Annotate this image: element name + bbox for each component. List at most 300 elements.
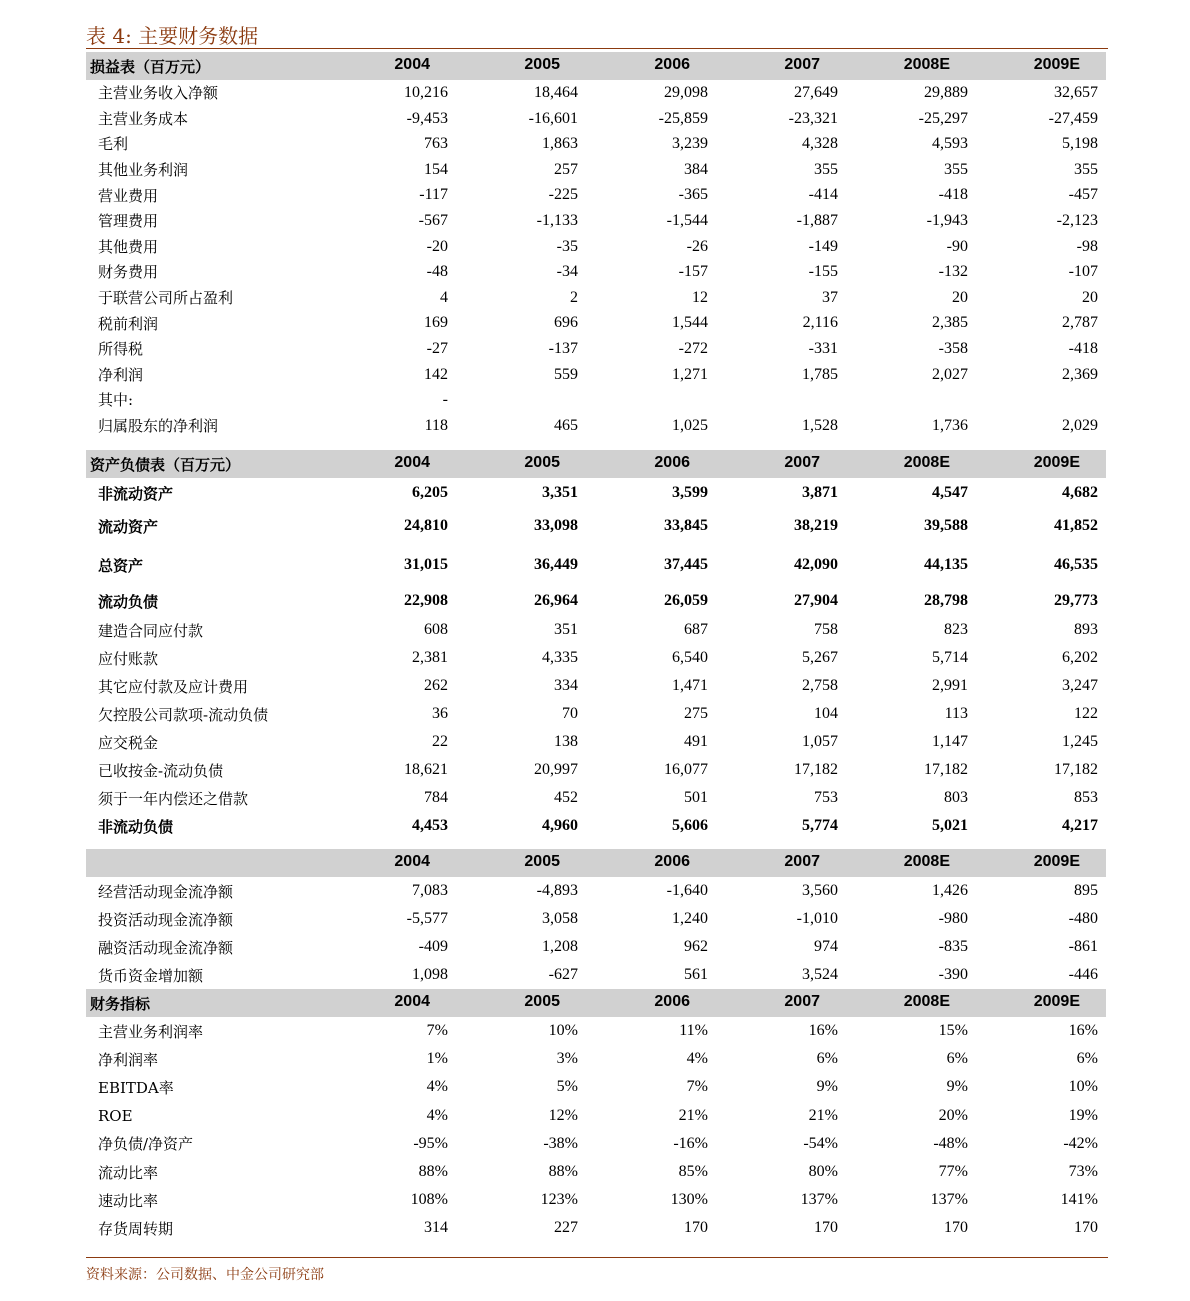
year-header-2004: 2004 xyxy=(394,56,430,73)
value-cell: 4,682 xyxy=(1062,484,1098,501)
value-cell: 108% xyxy=(410,1191,448,1209)
value-cell: -358 xyxy=(938,339,968,357)
year-header-2008E: 2008E xyxy=(903,56,950,73)
value-cell: 88% xyxy=(548,1162,578,1180)
value-cell: 16% xyxy=(808,1022,838,1039)
value-cell: -365 xyxy=(678,186,708,204)
value-cell: 6% xyxy=(1076,1050,1098,1068)
value-cell: 1,863 xyxy=(542,135,578,153)
value-cell: -835 xyxy=(938,938,968,955)
table-row xyxy=(86,131,1106,157)
value-cell: -16,601 xyxy=(528,109,578,127)
value-cell: -1,640 xyxy=(666,882,708,899)
value-cell: -1,943 xyxy=(926,211,968,229)
value-cell: -149 xyxy=(808,237,838,255)
value-cell: -107 xyxy=(1068,263,1098,281)
value-cell: 4 xyxy=(440,288,448,306)
value-cell: 3,524 xyxy=(802,966,838,983)
row-label: 须于一年内偿还之借款 xyxy=(98,789,249,808)
value-cell: 6,540 xyxy=(672,649,708,666)
value-cell: 44,135 xyxy=(924,556,968,573)
row-label: 所得税 xyxy=(98,340,144,359)
value-cell: 29,773 xyxy=(1054,592,1098,609)
year-header-2006: 2006 xyxy=(654,454,690,471)
value-cell: 20% xyxy=(938,1106,968,1124)
value-cell: -390 xyxy=(938,966,968,983)
year-header-2005: 2005 xyxy=(524,853,560,870)
value-cell: 275 xyxy=(684,705,708,722)
value-cell: 46,535 xyxy=(1054,556,1098,573)
value-cell: -132 xyxy=(938,263,968,281)
value-cell: -4,893 xyxy=(536,882,578,899)
value-cell: 41,852 xyxy=(1054,517,1098,534)
section-title: 损益表（百万元） xyxy=(90,57,211,76)
section-header xyxy=(86,450,1106,478)
value-cell: 4% xyxy=(426,1106,448,1124)
row-label: 流动资产 xyxy=(98,517,159,536)
row-label: 净利润率 xyxy=(98,1050,159,1069)
value-cell: 962 xyxy=(684,938,708,955)
table-row xyxy=(86,644,1106,672)
value-cell: 355 xyxy=(944,160,968,178)
value-cell: 355 xyxy=(814,160,838,178)
table-row xyxy=(86,1214,1106,1242)
section-title: 资产负债表（百万元） xyxy=(90,455,241,474)
row-label: 其他业务利润 xyxy=(98,161,189,180)
value-cell: 20,997 xyxy=(534,761,578,778)
table-row xyxy=(86,387,1106,413)
table-row xyxy=(86,728,1106,756)
value-cell: 10% xyxy=(548,1022,578,1039)
table-row xyxy=(86,544,1106,586)
value-cell: 29,889 xyxy=(924,84,968,101)
value-cell: 22,908 xyxy=(404,592,448,609)
value-cell: 696 xyxy=(554,314,578,332)
cashflow-section xyxy=(86,849,1106,989)
value-cell: 5,774 xyxy=(802,817,838,834)
year-header-2007: 2007 xyxy=(784,993,820,1010)
value-cell: -27 xyxy=(426,339,448,357)
value-cell: 853 xyxy=(1074,789,1098,806)
table-row xyxy=(86,259,1106,285)
value-cell: 141% xyxy=(1060,1191,1098,1209)
value-cell: -331 xyxy=(808,339,838,357)
value-cell: 895 xyxy=(1074,882,1098,899)
value-cell: -418 xyxy=(1068,339,1098,357)
table-row xyxy=(86,182,1106,208)
value-cell: -627 xyxy=(548,966,578,983)
section-header xyxy=(86,52,1106,80)
value-cell: -35 xyxy=(556,237,578,255)
value-cell: 1,147 xyxy=(932,733,968,750)
value-cell: -34 xyxy=(556,263,578,281)
table-row xyxy=(86,413,1106,439)
value-cell: 823 xyxy=(944,621,968,638)
value-cell: 113 xyxy=(944,705,968,722)
section-title: 财务指标 xyxy=(90,994,151,1013)
value-cell: 37,445 xyxy=(664,556,708,573)
row-label: 速动比率 xyxy=(98,1191,159,1210)
row-label: 总资产 xyxy=(98,556,144,575)
value-cell: -25,297 xyxy=(918,109,968,127)
value-cell: 2,381 xyxy=(412,649,448,666)
row-label: 货币资金增加额 xyxy=(98,966,204,985)
year-header-2004: 2004 xyxy=(394,993,430,1010)
value-cell: 257 xyxy=(554,160,578,178)
table-row xyxy=(86,586,1106,616)
value-cell: -95% xyxy=(413,1134,448,1152)
value-cell: 12 xyxy=(692,288,708,306)
value-cell: 501 xyxy=(684,789,708,806)
value-cell: 974 xyxy=(814,938,838,955)
value-cell: 608 xyxy=(424,621,448,638)
value-cell: 758 xyxy=(814,621,838,638)
value-cell: 10% xyxy=(1068,1078,1098,1096)
table-row xyxy=(86,106,1106,132)
value-cell: 154 xyxy=(424,160,448,178)
value-cell: 4,217 xyxy=(1062,817,1098,834)
value-cell: 5,267 xyxy=(802,649,838,666)
value-cell: 10,216 xyxy=(404,84,448,101)
value-cell: 142 xyxy=(424,365,448,383)
year-header-2007: 2007 xyxy=(784,56,820,73)
value-cell: 26,059 xyxy=(664,592,708,609)
table-row xyxy=(86,784,1106,812)
table-row xyxy=(86,80,1106,106)
value-cell: 6% xyxy=(816,1050,838,1068)
year-header-2009E: 2009E xyxy=(1033,56,1080,73)
value-cell: 6,202 xyxy=(1062,649,1098,666)
value-cell: 227 xyxy=(554,1219,578,1237)
value-cell: 4,328 xyxy=(802,135,838,153)
value-cell: 16% xyxy=(1068,1022,1098,1039)
table-row xyxy=(86,812,1106,840)
value-cell: -980 xyxy=(938,910,968,927)
value-cell: 5,198 xyxy=(1062,135,1098,153)
value-cell: 1,544 xyxy=(672,314,708,332)
row-label: 税前利润 xyxy=(98,314,159,333)
value-cell: 16,077 xyxy=(664,761,708,778)
value-cell: -480 xyxy=(1068,910,1098,927)
value-cell: 5% xyxy=(556,1078,578,1096)
value-cell: 27,904 xyxy=(794,592,838,609)
value-cell: 170 xyxy=(944,1219,968,1237)
row-label: 财务费用 xyxy=(98,263,159,282)
row-label: 流动比率 xyxy=(98,1163,159,1182)
table-title: 表 4: 主要财务数据 xyxy=(86,24,259,48)
value-cell: 21% xyxy=(678,1106,708,1124)
value-cell: 763 xyxy=(424,135,448,153)
row-label: 建造合同应付款 xyxy=(98,621,204,640)
value-cell: 3,560 xyxy=(802,882,838,899)
value-cell: 17,182 xyxy=(924,761,968,778)
value-cell: -23,321 xyxy=(788,109,838,127)
table-row xyxy=(86,616,1106,644)
table-row xyxy=(86,1186,1106,1214)
value-cell: - xyxy=(442,391,448,409)
value-cell: 20 xyxy=(952,288,968,306)
value-cell: -272 xyxy=(678,339,708,357)
value-cell: 26,964 xyxy=(534,592,578,609)
value-cell: -16% xyxy=(673,1134,708,1152)
value-cell: 3,351 xyxy=(542,484,578,501)
value-cell: -20 xyxy=(426,237,448,255)
value-cell: 1,245 xyxy=(1062,733,1098,750)
value-cell: -1,544 xyxy=(666,211,708,229)
value-cell: 77% xyxy=(938,1162,968,1180)
value-cell: 355 xyxy=(1074,160,1098,178)
value-cell: -446 xyxy=(1068,966,1098,983)
table-row xyxy=(86,933,1106,961)
table-row xyxy=(86,362,1106,388)
year-header-2007: 2007 xyxy=(784,454,820,471)
value-cell: -2,123 xyxy=(1056,211,1098,229)
value-cell: -1,133 xyxy=(536,211,578,229)
row-label: 主营业务收入净额 xyxy=(98,84,219,103)
value-cell: 104 xyxy=(814,705,838,722)
value-cell: 465 xyxy=(554,416,578,434)
value-cell: 33,845 xyxy=(664,517,708,534)
value-cell: 123% xyxy=(540,1191,578,1209)
table-row xyxy=(86,478,1106,508)
value-cell: 11% xyxy=(679,1022,708,1039)
table-row xyxy=(86,1045,1106,1073)
value-cell: 33,098 xyxy=(534,517,578,534)
row-label: 非流动资产 xyxy=(98,484,174,503)
value-cell: 687 xyxy=(684,621,708,638)
source-note: 资料来源：公司数据、中金公司研究部 xyxy=(86,1267,324,1283)
value-cell: 88% xyxy=(418,1162,448,1180)
value-cell: 1,057 xyxy=(802,733,838,750)
value-cell: 2,991 xyxy=(932,677,968,694)
value-cell: 138 xyxy=(554,733,578,750)
footer-divider xyxy=(86,1257,1108,1258)
table-row xyxy=(86,336,1106,362)
value-cell: 559 xyxy=(554,365,578,383)
value-cell: 1,240 xyxy=(672,910,708,927)
value-cell: -54% xyxy=(803,1134,838,1152)
value-cell: -414 xyxy=(808,186,838,204)
value-cell: -157 xyxy=(678,263,708,281)
value-cell: 32,657 xyxy=(1054,84,1098,101)
value-cell: 1,271 xyxy=(672,365,708,383)
year-header-2006: 2006 xyxy=(654,56,690,73)
value-cell: 70 xyxy=(562,705,578,722)
value-cell: 169 xyxy=(424,314,448,332)
value-cell: 39,588 xyxy=(924,517,968,534)
row-label: 投资活动现金流净额 xyxy=(98,910,234,929)
section-header xyxy=(86,989,1106,1017)
value-cell: 170 xyxy=(814,1219,838,1237)
value-cell: 1,785 xyxy=(802,365,838,383)
row-label: ROE xyxy=(98,1106,133,1125)
table-row xyxy=(86,1130,1106,1158)
value-cell: 4,335 xyxy=(542,649,578,666)
value-cell: 2,758 xyxy=(802,677,838,694)
table-row xyxy=(86,700,1106,728)
table-row xyxy=(86,508,1106,544)
value-cell: 12% xyxy=(548,1106,578,1124)
value-cell: 36,449 xyxy=(534,556,578,573)
value-cell: 1,208 xyxy=(542,938,578,955)
income-statement-section xyxy=(86,52,1106,438)
table-row xyxy=(86,208,1106,234)
year-header-2006: 2006 xyxy=(654,993,690,1010)
value-cell: 753 xyxy=(814,789,838,806)
value-cell: -42% xyxy=(1063,1134,1098,1152)
value-cell: 2,116 xyxy=(802,314,838,332)
year-header-2008E: 2008E xyxy=(903,454,950,471)
value-cell: -25,859 xyxy=(658,109,708,127)
value-cell: 170 xyxy=(684,1219,708,1237)
value-cell: 122 xyxy=(1074,705,1098,722)
row-label: 管理费用 xyxy=(98,212,159,231)
year-header-2009E: 2009E xyxy=(1033,853,1080,870)
value-cell: 20 xyxy=(1082,288,1098,306)
table-row xyxy=(86,756,1106,784)
value-cell: -117 xyxy=(419,186,448,204)
table-row xyxy=(86,285,1106,311)
value-cell: 4% xyxy=(426,1078,448,1096)
table-row xyxy=(86,1073,1106,1101)
value-cell: 27,649 xyxy=(794,84,838,101)
value-cell: 21% xyxy=(808,1106,838,1124)
value-cell: 42,090 xyxy=(794,556,838,573)
value-cell: 2,787 xyxy=(1062,314,1098,332)
financial-ratios-section xyxy=(86,989,1106,1243)
value-cell: 1% xyxy=(426,1050,448,1068)
row-label: 其它应付款及应计费用 xyxy=(98,677,249,696)
value-cell: 36 xyxy=(432,705,448,722)
row-label: 流动负债 xyxy=(98,592,159,611)
table-row xyxy=(86,1102,1106,1130)
value-cell: 2 xyxy=(570,288,578,306)
value-cell: 4,593 xyxy=(932,135,968,153)
balance-sheet-section xyxy=(86,450,1106,840)
value-cell: -26 xyxy=(686,237,708,255)
value-cell: 4,547 xyxy=(932,484,968,501)
row-label: 经营活动现金流净额 xyxy=(98,882,234,901)
table-row xyxy=(86,905,1106,933)
value-cell: 38,219 xyxy=(794,517,838,534)
year-header-2008E: 2008E xyxy=(903,853,950,870)
year-header-2005: 2005 xyxy=(524,56,560,73)
value-cell: -861 xyxy=(1068,938,1098,955)
value-cell: 19% xyxy=(1068,1106,1098,1124)
table-row xyxy=(86,1158,1106,1186)
table-row xyxy=(86,672,1106,700)
value-cell: 7,083 xyxy=(412,882,448,899)
value-cell: -409 xyxy=(418,938,448,955)
value-cell: 561 xyxy=(684,966,708,983)
value-cell: -1,887 xyxy=(796,211,838,229)
value-cell: 170 xyxy=(1074,1219,1098,1237)
row-label: 非流动负债 xyxy=(98,817,174,836)
value-cell: 4,453 xyxy=(412,817,448,834)
row-label: 应交税金 xyxy=(98,733,159,752)
row-label: 归属股东的净利润 xyxy=(98,417,219,436)
value-cell: 37 xyxy=(822,288,838,306)
value-cell: 262 xyxy=(424,677,448,694)
value-cell: 2,029 xyxy=(1062,416,1098,434)
row-label: 欠控股公司款项-流动负债 xyxy=(98,705,269,724)
value-cell: -98 xyxy=(1076,237,1098,255)
value-cell: 17,182 xyxy=(794,761,838,778)
row-label: 其他费用 xyxy=(98,237,159,256)
value-cell: -155 xyxy=(808,263,838,281)
row-label: 主营业务利润率 xyxy=(98,1022,204,1041)
year-header-2004: 2004 xyxy=(394,853,430,870)
value-cell: 18,621 xyxy=(404,761,448,778)
value-cell: 5,606 xyxy=(672,817,708,834)
year-header-2005: 2005 xyxy=(524,993,560,1010)
row-label: 融资活动现金流净额 xyxy=(98,938,234,957)
value-cell: -90 xyxy=(946,237,968,255)
value-cell: -567 xyxy=(418,211,448,229)
row-label: 主营业务成本 xyxy=(98,109,189,128)
value-cell: -418 xyxy=(938,186,968,204)
value-cell: -48% xyxy=(933,1134,968,1152)
table-row xyxy=(86,234,1106,260)
year-header-2009E: 2009E xyxy=(1033,993,1080,1010)
value-cell: 3,599 xyxy=(672,484,708,501)
value-cell: 31,015 xyxy=(404,556,448,573)
year-header-2006: 2006 xyxy=(654,853,690,870)
value-cell: -5,577 xyxy=(406,910,448,927)
value-cell: 5,021 xyxy=(932,817,968,834)
value-cell: 29,098 xyxy=(664,84,708,101)
title-divider xyxy=(86,48,1108,49)
value-cell: -27,459 xyxy=(1048,109,1098,127)
value-cell: -1,010 xyxy=(796,910,838,927)
value-cell: 893 xyxy=(1074,621,1098,638)
value-cell: 7% xyxy=(426,1022,448,1039)
value-cell: 5,714 xyxy=(932,649,968,666)
row-label: 于联营公司所占盈利 xyxy=(98,289,234,308)
section-header xyxy=(86,849,1106,877)
year-header-2004: 2004 xyxy=(394,454,430,471)
value-cell: 118 xyxy=(424,416,448,434)
row-label: EBITDA率 xyxy=(98,1078,174,1097)
value-cell: 1,426 xyxy=(932,882,968,899)
value-cell: 17,182 xyxy=(1054,761,1098,778)
table-row xyxy=(86,310,1106,336)
table-row xyxy=(86,1017,1106,1045)
value-cell: 1,736 xyxy=(932,416,968,434)
row-label: 存货周转期 xyxy=(98,1219,174,1238)
value-cell: 85% xyxy=(678,1162,708,1180)
value-cell: 7% xyxy=(686,1078,708,1096)
value-cell: 28,798 xyxy=(924,592,968,609)
value-cell: 1,025 xyxy=(672,416,708,434)
value-cell: 351 xyxy=(554,621,578,638)
year-header-2007: 2007 xyxy=(784,853,820,870)
row-label: 净利润 xyxy=(98,365,144,384)
value-cell: 1,098 xyxy=(412,966,448,983)
value-cell: 15% xyxy=(938,1022,968,1039)
value-cell: 3,871 xyxy=(802,484,838,501)
value-cell: 1,471 xyxy=(672,677,708,694)
year-header-2009E: 2009E xyxy=(1033,454,1080,471)
value-cell: 137% xyxy=(800,1191,838,1209)
value-cell: -9,453 xyxy=(406,109,448,127)
row-label: 其中: xyxy=(98,391,134,410)
value-cell: 80% xyxy=(808,1162,838,1180)
value-cell: 22 xyxy=(432,733,448,750)
value-cell: 9% xyxy=(946,1078,968,1096)
value-cell: 452 xyxy=(554,789,578,806)
value-cell: 384 xyxy=(684,160,708,178)
